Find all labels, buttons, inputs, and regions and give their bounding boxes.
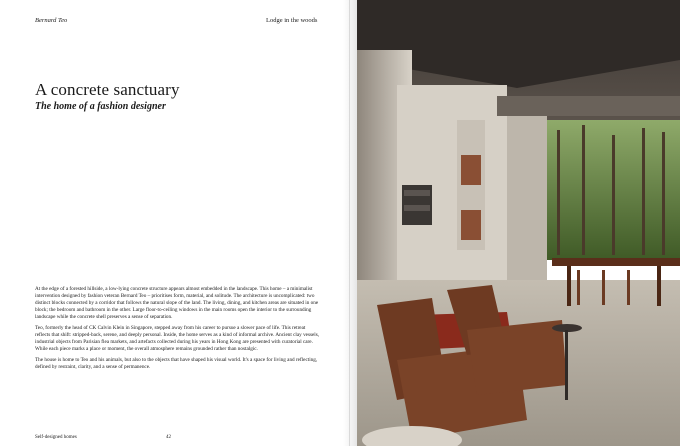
article-title: A concrete sanctuary: [35, 80, 180, 99]
body-paragraph: At the edge of a forested hillside, a low-lying concrete structure appears almost embedded in the landscape. This home – a minimalist intervention designed by fashion veteran Bernard Teo – prioritises form, material, and solitude. The architecture is uncomplicated: two distinct blocks connected by a corridor that follows the natural slope of the land. The living, dining, and kitchen areas are situated in one block; the bedroom and bathroom in the other. Large floor-to-ceiling windows in the main rooms open the interior to the surrounding landscape while the concrete shell preserves a sense of separation.: [35, 286, 319, 320]
page-number: 42: [166, 435, 171, 440]
body-paragraph: Teo, formerly the head of CK Calvin Klein in Singapore, stepped away from his career to pursue a slower pace of life. This retreat reflects that shift: stripped-back, serene, and deeply personal. Inside, the home serves as a kind of informal archive. Ancient clay vessels, industrial objects from Parisian flea markets, and artefacts collected during his years in Hong Kong are presented with curatorial care. While each piece marks a place or moment, the overall atmosphere remains grounded rather than nostalgic.: [35, 325, 320, 352]
article-body: [35, 286, 320, 375]
book-gutter: [343, 0, 357, 446]
interior-photo: [357, 0, 680, 446]
article-subtitle: The home of a fashion designer: [35, 101, 166, 112]
footer-section-title: Self-designed homes: [35, 435, 77, 440]
running-head-section: Lodge in the woods: [266, 17, 318, 24]
body-paragraph: The house is home to Teo and his animals, but also to the objects that have shaped his visual world. It's a space for living and reflecting, defined by restraint, clarity, and a sense of permanence.: [35, 357, 318, 371]
running-head-author: Bernard Teo: [35, 17, 68, 24]
